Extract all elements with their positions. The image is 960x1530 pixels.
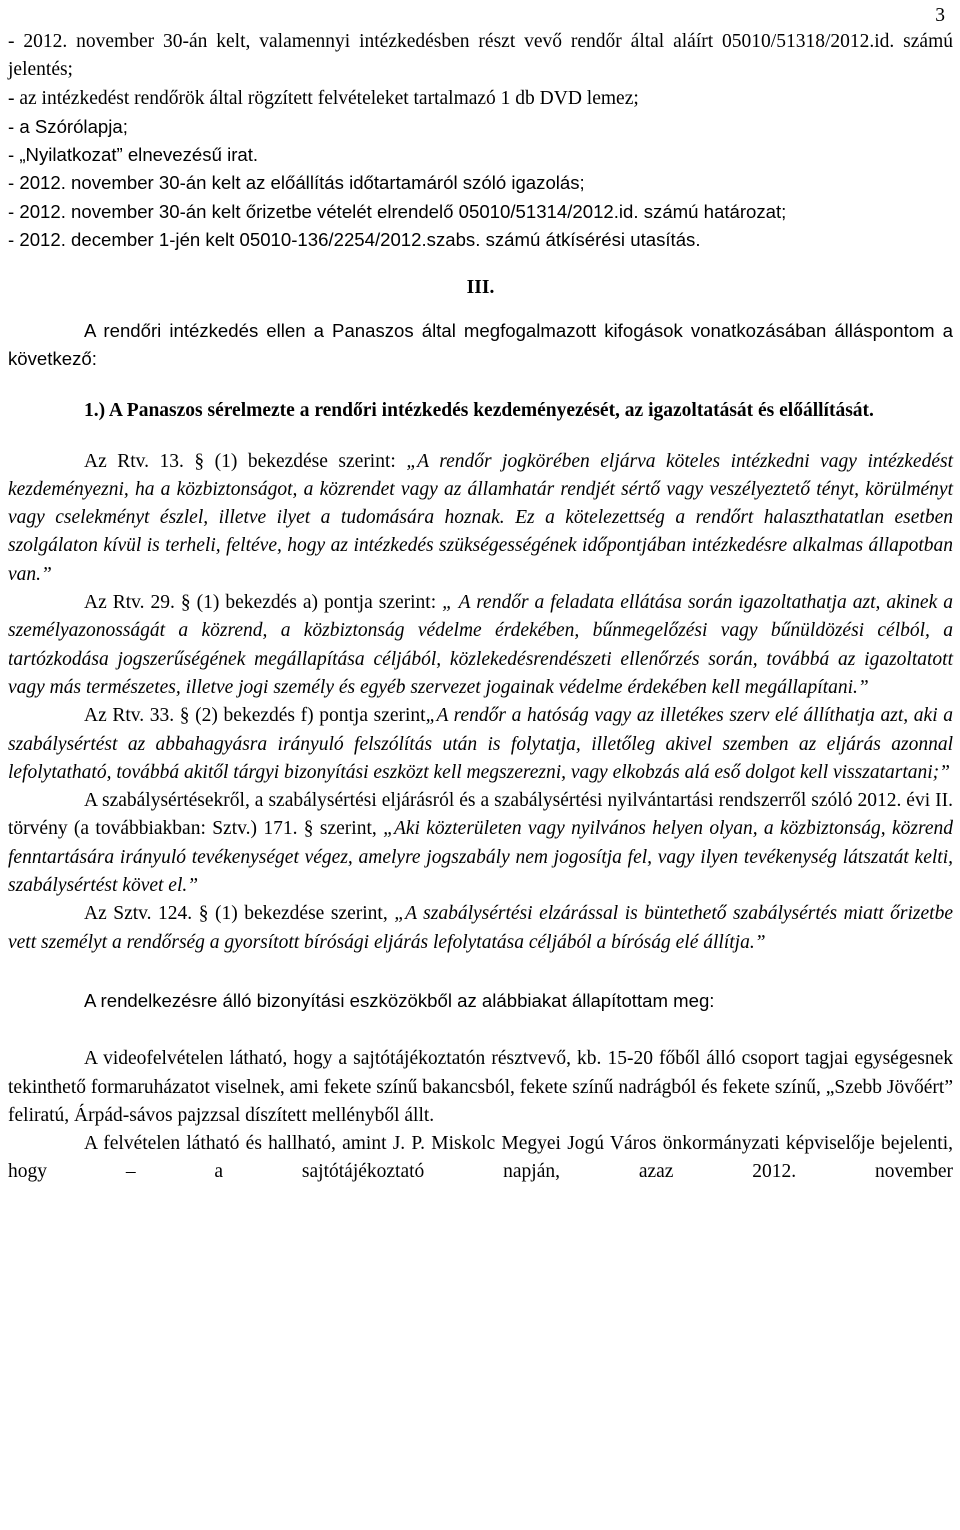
legal-paragraph [8,448,953,589]
evidence-item: - 2012. november 30-án kelt, valamennyi intézkedésben részt vevő rendőr által aláírt 05010/51318/2012.id. számú jelentés; [8,31,953,81]
legal-quote: „ A rendőr a feladata ellátása során igazoltathatja azt, akinek a személyazonosságát a közrend, a közbiztonság védelme érdekében, bűnmegelőzési vagy bűnüldözési célból, a tartózkodása jogszerűségének megállapítása céljából, közlekedésrendészeti ellenőrzés során, továbbá az igazoltatott vagy más természetes, illetve jogi személy és egyéb szervezet jogainak védelme érdekében kell megállapítani.” [8,592,953,698]
evidence-item: - 2012. november 30-án kelt az előállítás időtartamáról szóló igazolás; [8,172,585,194]
legal-quote: „A rendőr jogkörében eljárva köteles intézkedni vagy intézkedést kezdeményezni, ha a közbiztonságot, a közrendet vagy az államhatár rendjét sértő vagy veszélyeztető tényt, körülményt vagy cselekményt észlel, illetve ilyet a tudomására hoznak. Ez a kötelezettség a rendőrt halaszthatatlan esetben szolgálaton kívül is terheli, feltéve, hogy az intézkedés szükségességének időpontjában intézkedésre alkalmas állapotban van.” [8,450,953,585]
evidence-list [8,0,953,254]
evidence-item: - a Szórólapja; [8,115,128,137]
legal-citations [8,448,953,957]
section-heading: III. [466,277,495,299]
evidence-item: - 2012. december 1-jén kelt 05010-136/2254/2012.szabs. számú átkísérési utasítás. [8,229,701,251]
complaint-heading: 1.) A Panaszos sérelmezte a rendőri intézkedés kezdeményezését, az igazoltatását és előállítását. [84,400,874,422]
evidence-item: - az intézkedést rendőrök által rögzített felvételeket tartalmazó 1 db DVD lemez; [8,87,639,109]
evidence-item: - „Nyilatkozat” elnevezésű irat. [8,144,259,166]
legal-quote: „Aki közterületen vagy nyilvános helyen olyan, a közbiztonság, közrend fenntartására irányuló tevékenységet végez, amelyre jogszabály nem jogosítja fel, vagy ilyen tevékenység látszatát kelti, szabálysértést követ el.” [8,818,953,897]
findings [8,1045,953,1186]
legal-paragraph [8,900,953,957]
legal-reference: Az Rtv. 33. § (2) bekezdés f) pontja szerint [84,705,426,727]
legal-paragraph [8,702,953,787]
legal-reference: Az Rtv. 13. § (1) bekezdése szerint: [84,450,407,472]
section-intro: A rendőri intézkedés ellen a Panaszos által megfogalmazott kifogások vonatkozásában álláspontom a következő: [8,319,953,369]
legal-quote: „A rendőr a hatóság vagy az illetékes szerv elé állíthatja azt, aki a szabálysértést az abbahagyásra irányuló felszólítás után is folytatja, illetőleg akivel szemben az eljárás azonnal lefolytatható, továbbá akitől tárgyi bizonyítási eszközt kell megszerezni, vagy elkobzás alá eső dolgot kell visszatartani;” [8,705,954,783]
evidence-item: - 2012. november 30-án kelt őrizetbe vételét elrendelő 05010/51314/2012.id. számú határozat; [8,200,787,222]
legal-paragraph [8,589,953,702]
finding-paragraph: A videofelvételen látható, hogy a sajtótájékoztatón résztvevő, kb. 15-20 főből álló csoport tagjai egységesnek tekinthető formaruházatot viselnek, ami fekete színű bakancsból, fekete színű nadrágból és fekete színű, „Szebb Jövőért” feliratú, Árpád-sávos pajzzsal díszített mellényből állt. [8,1048,953,1126]
legal-quote: „A szabálysértési elzárással is büntethető szabálysértés miatt őrizetbe vett személyt a rendőrség a gyorsított bírósági eljárás lefolytatása céljából a bíróság elé állítja.” [8,903,953,953]
legal-paragraph [8,787,953,900]
document-page [8,0,953,1187]
legal-reference: A szabálysértésekről, a szabálysértési eljárásról és a szabálysértési nyilvántartási rendszerről szóló 2012. évi II. törvény (a továbbiakban: Sztv.) 171. § szerint, [8,790,953,840]
finding-paragraph: A felvételen látható és hallható, amint J. P. Miskolc Megyei Jogú Város önkormányzati képviselője bejelenti, hogy – a sajtótájékoztató napján, azaz 2012. november [8,1133,953,1183]
legal-reference: Az Rtv. 29. § (1) bekezdés a) pontja szerint: [84,592,443,614]
page-number: 3 [935,5,945,26]
legal-reference: Az Sztv. 124. § (1) bekezdése szerint, [84,903,395,925]
findings-intro: A rendelkezésre álló bizonyítási eszközökből az alábbiakat állapítottam meg: [84,989,715,1011]
